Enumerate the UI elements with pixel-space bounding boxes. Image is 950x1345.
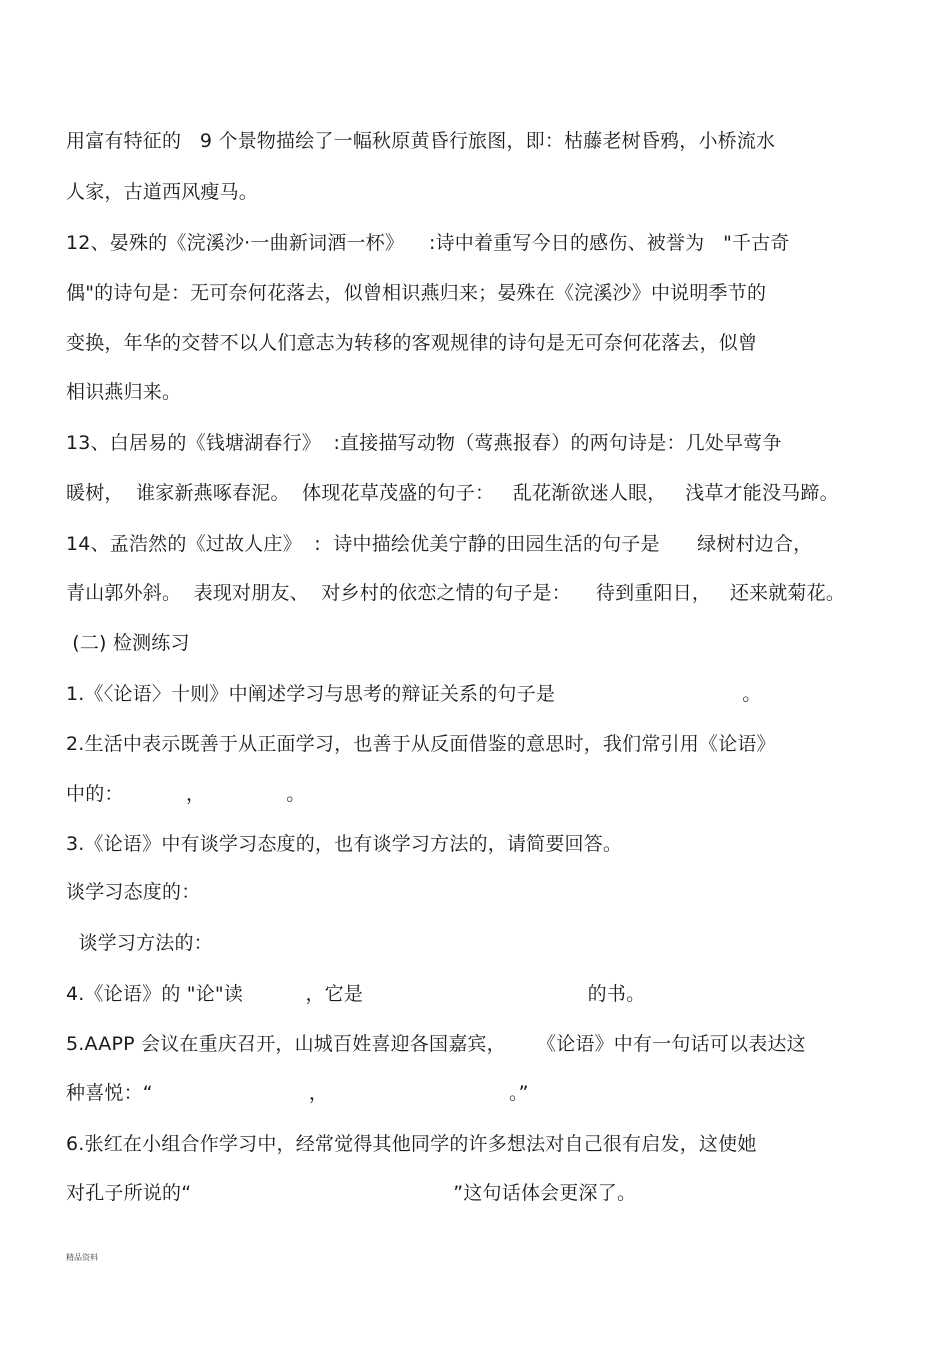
text-line: 用富有特征的 9 个景物描绘了一幅秋原黄昏行旅图，即：枯藤老树昏鸦，小桥流水 bbox=[66, 130, 776, 152]
question-line: 1.《〈论语〉十则》中阐述学习与思考的辩证关系的句子是 。 bbox=[66, 683, 762, 705]
text-line: 14、孟浩然的《过故人庄》 : 诗中描绘优美宁静的田园生活的句子是 绿树村边合， bbox=[66, 533, 813, 555]
text-line: 12、晏殊的《浣溪沙·一曲新词酒一杯》 :诗中着重写今日的感伤、被誉为 "千古奇 bbox=[66, 232, 790, 254]
question-line: 对孔子所说的“ ”这句话体会更深了。 bbox=[66, 1182, 637, 1204]
question-line: 谈学习态度的： bbox=[66, 881, 201, 903]
text-line: 变换，年华的交替不以人们意志为转移的客观规律的诗句是无可奈何花落去，似曾 bbox=[66, 332, 758, 354]
text-line: 偶"的诗句是：无可奈何花落去，似曾相识燕归来；晏殊在《浣溪沙》中说明季节的 bbox=[66, 282, 767, 304]
text-line: 暖树， 谁家新燕啄春泥。 体现花草茂盛的句子： 乱花渐欲迷人眼， 浅草才能没马蹄。 bbox=[66, 482, 839, 504]
question-line: 谈学习方法的： bbox=[66, 932, 213, 954]
text-line: 13、白居易的《钱塘湖春行》 :直接描写动物（莺燕报春）的两句诗是：几处早莺争 bbox=[66, 432, 782, 454]
question-line: 种喜悦：“ ， 。” bbox=[66, 1082, 529, 1104]
question-line: 中的： ， 。 bbox=[66, 783, 306, 805]
text-line: 青山郭外斜。 表现对朋友、 对乡村的依恋之情的句子是： 待到重阳日， 还来就菊花。 bbox=[66, 582, 846, 604]
question-line: 3.《论语》中有谈学习态度的，也有谈学习方法的，请简要回答。 bbox=[66, 833, 623, 855]
question-line: 2.生活中表示既善于从正面学习，也善于从反面借鉴的意思时，我们常引用《论语》 bbox=[66, 733, 776, 755]
question-line: 6.张红在小组合作学习中，经常觉得其他同学的许多想法对自己很有启发，这使她 bbox=[66, 1133, 757, 1155]
text-line: 人家，古道西风瘦马。 bbox=[66, 181, 259, 203]
section-heading: (二) 检测练习 bbox=[66, 632, 190, 654]
question-line: 4.《论语》的 "论"读 ，它是 的书。 bbox=[66, 983, 646, 1005]
page-footer: 精品资料 bbox=[66, 1253, 98, 1262]
question-line: 5.AAPP 会议在重庆召开，山城百姓喜迎各国嘉宾， 《论语》中有一句话可以表达这 bbox=[66, 1033, 806, 1055]
text-line: 相识燕归来。 bbox=[66, 381, 182, 403]
